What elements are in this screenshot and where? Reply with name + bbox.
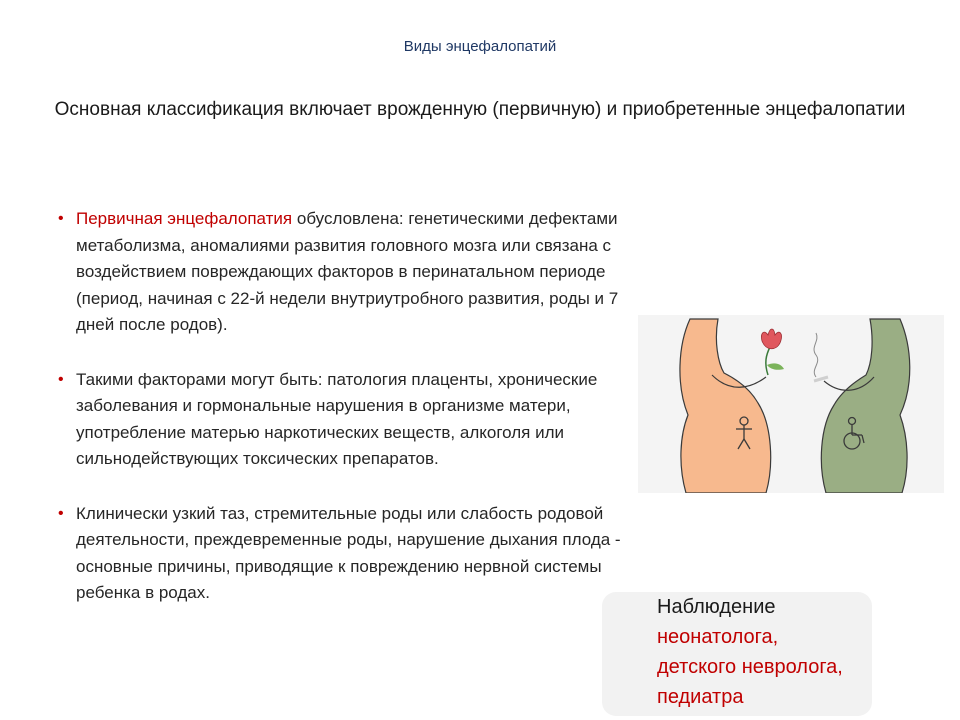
flower-leaf xyxy=(767,363,784,369)
slide-title: Виды энцефалопатий xyxy=(403,38,557,55)
smoke-icon xyxy=(814,333,818,377)
bullet-icon: • xyxy=(58,210,64,227)
flower-stem xyxy=(766,347,770,375)
bullet-icon: • xyxy=(58,370,64,388)
flower-bloom-icon xyxy=(761,329,781,349)
bullet-text: обусловлена: генетическими дефектами метаболизма, аномалиями развития головного мозга или связана с воздействием повреждающих факторов в перинатальном периоде (период, начиная с 22-й недели внутриутробного развития, роды и 7 дней после родов). xyxy=(76,209,619,334)
list-item xyxy=(56,206,626,339)
bullet-icon: • xyxy=(58,504,64,522)
cigarette-icon xyxy=(814,377,828,381)
note-line: Наблюдение xyxy=(657,596,776,618)
pregnant-woman-healthy xyxy=(680,319,771,493)
pregnancy-illustration xyxy=(638,315,944,493)
list-item xyxy=(56,367,626,473)
note-line: детского невролога, xyxy=(657,656,843,678)
observation-note xyxy=(602,592,872,716)
bullet-text: Такими факторами могут быть: патология плаценты, хронические заболевания и гормональные нарушения в организме матери, употребление матерью наркотических веществ, алкоголя или сильнодействующих токсических препаратов. xyxy=(76,369,598,468)
pregnancy-illustration-svg xyxy=(638,315,944,493)
note-line: педиатра xyxy=(657,686,744,708)
bullet-list xyxy=(56,206,626,607)
slide-subtitle: Основная классификация включает врожденную (первичную) и приобретенные энцефалопатии xyxy=(54,99,906,120)
bullet-highlight: Первичная энцефалопатия xyxy=(76,209,293,228)
pregnant-woman-smoking xyxy=(821,319,909,493)
note-line: неонатолога, xyxy=(657,626,779,648)
bullet-text: Клинически узкий таз, стремительные роды или слабость родовой деятельности, преждевременные роды, нарушение дыхания плода - основные причины, приводящие к повреждению нервной системы ребенка в родах. xyxy=(76,503,621,602)
list-item xyxy=(56,501,626,607)
